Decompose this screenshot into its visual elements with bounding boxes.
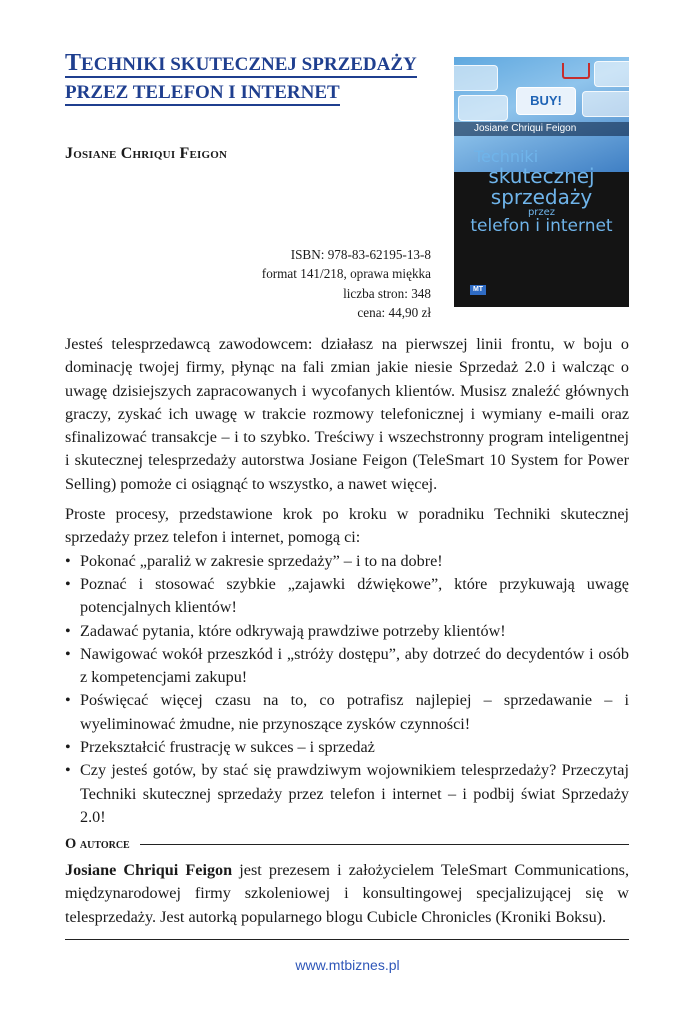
description-intro: Proste procesy, przedstawione krok po kroku w poradniku Techniki skutecznej sprzedaży przez telefon i internet, pomogą ci: xyxy=(65,505,629,547)
benefits-list xyxy=(65,550,629,830)
price: cena: 44,90 zł xyxy=(357,304,431,320)
publisher-url[interactable]: www.mtbiznes.pl xyxy=(295,957,400,973)
list-item: • Czy jesteś gotów, by stać się prawdziwym wojownikiem telesprzedaży? Przeczytaj Techniki skutecznej sprzedaży przez telefon i internet – i podbij świat Sprzedaży 2.0! xyxy=(65,759,629,829)
cart-icon xyxy=(562,63,590,79)
about-heading xyxy=(65,833,629,855)
book-title-line2: PRZEZ TELEFON I INTERNET xyxy=(65,82,340,106)
cover-title-2: skutecznej xyxy=(488,163,595,188)
cover-title-1: Techniki xyxy=(474,147,539,166)
description-paragraph: Jesteś telesprzedawcą zawodowcem: działasz na pierwszej linii frontu, w boju o dominację twojej firmy, płynąc na fali zmian jakie niesie Sprzedaż 2.0 i walcząc o uwagę dzisiejszych zapracowanych i wycofanych klientów. Musisz znaleźć głównych graczy, zyskać ich uwagę w trakcie rozmowy telefonicznej i wymiany e-maili oraz sfinalizować transakcje – i to szybko. Treściwy i wszechstronny program inteligentnej i skutecznej telesprzedaży autorstwa Josiane Feigon (TeleSmart 10 System for Power Selling) pomoże ci osiągnąć to wszystko, a nawet więcej. xyxy=(65,335,629,493)
cover-title-5: telefon i internet xyxy=(470,216,613,237)
cover-author: Josiane Chriqui Feigon xyxy=(454,122,629,136)
cover-title-3: sprzedaży xyxy=(490,184,593,209)
about-author xyxy=(65,859,629,929)
description xyxy=(65,333,629,829)
list-item: • Poświęcać więcej czasu na to, co potrafisz najlepiej – sprzedawanie – i wyeliminować żmudne, nie przynoszące zysków czynności! xyxy=(65,689,629,736)
list-item: • Poznać i stosować szybkie „zajawki dźwiękowe”, które przykuwają uwagę potencjalnych klientów! xyxy=(65,573,629,620)
cover-key xyxy=(454,65,498,91)
page-count: liczba stron: 348 xyxy=(343,285,431,301)
cover-title xyxy=(454,149,629,236)
about-author-name: Josiane Chriqui Feigon xyxy=(65,861,233,879)
format: format 141/218, oprawa miękka xyxy=(261,266,431,282)
cover-title-4: przez xyxy=(527,206,556,218)
about-heading-label: O autorce xyxy=(65,835,130,852)
cover-key xyxy=(458,95,508,121)
book-cover xyxy=(454,57,629,307)
publisher-logo: MT xyxy=(470,285,486,295)
book-title-line1: TECHNIKI SKUTECZNEJ SPRZEDAŻY xyxy=(65,50,417,76)
about-author-text: jest prezesem i założycielem TeleSmart Communications, międzynarodowej firmy szkoleniowej i konsultingowej specjalizującej się w telesprzedaży. Jest autorką popularnego blogu Cubicle Chronicles (Kroniki Boksu). xyxy=(65,861,630,926)
book-meta xyxy=(262,245,431,322)
divider xyxy=(140,844,629,845)
list-item: • Nawigować wokół przeszkód i „stróży dostępu”, aby dotrzeć do decydentów i osób z kompetencjami zakupu! xyxy=(65,643,629,690)
cover-key xyxy=(594,61,629,87)
isbn: ISBN: 978-83-62195-13-8 xyxy=(290,247,431,262)
list-item: • Przekształcić frustrację w sukces – i sprzedaż xyxy=(65,736,629,759)
list-item: • Pokonać „paraliż w zakresie sprzedaży” – i to na dobre! xyxy=(65,550,629,573)
cover-key xyxy=(582,91,629,117)
divider xyxy=(65,939,629,940)
cover-buy-key: BUY! xyxy=(516,87,576,115)
list-item: • Zadawać pytania, które odkrywają prawdziwe potrzeby klientów! xyxy=(65,620,629,643)
book-title xyxy=(65,52,445,106)
book-author: Josiane Chriqui Feigon xyxy=(65,145,228,162)
